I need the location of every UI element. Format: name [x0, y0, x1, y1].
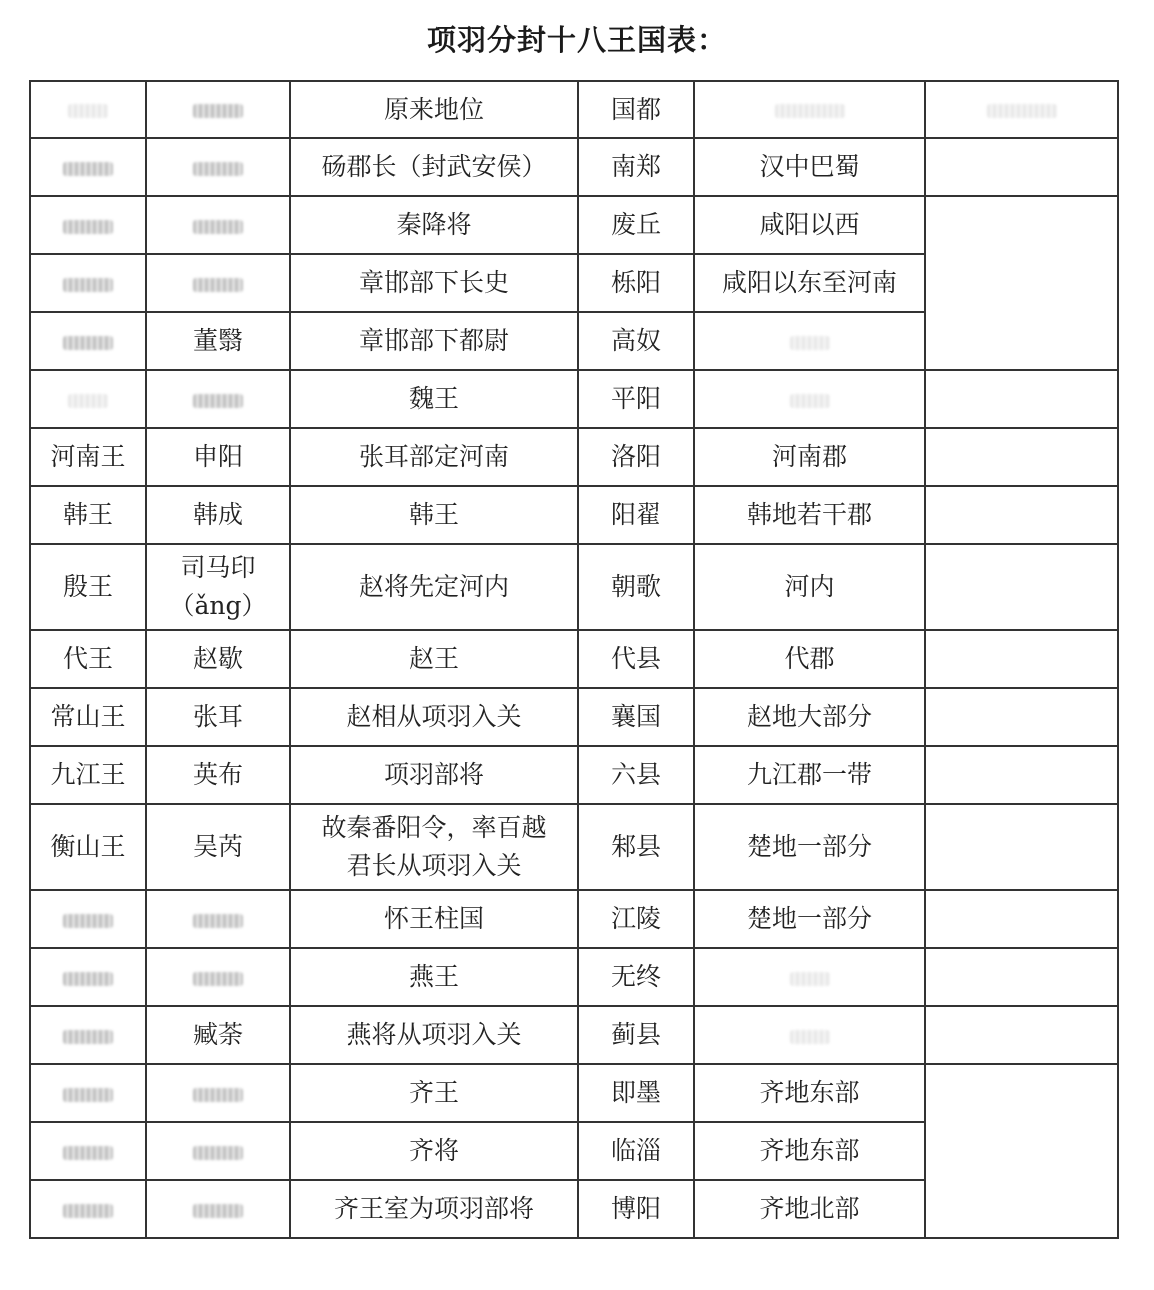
cell-capital: 代县 — [578, 630, 694, 688]
table-row — [30, 1006, 1118, 1064]
cell-king: 河南王 — [30, 428, 146, 486]
blurred-text — [193, 162, 243, 176]
cell-capital: 即墨 — [578, 1064, 694, 1122]
blurred-text — [987, 104, 1057, 118]
cell-territory: 咸阳以西 — [694, 196, 925, 254]
cell-capital: 无终 — [578, 948, 694, 1006]
cell-orig-position: 项羽部将 — [290, 746, 578, 804]
blurred-text — [193, 972, 243, 986]
cell-capital: 平阳 — [578, 370, 694, 428]
cell-capital: 邾县 — [578, 804, 694, 890]
cell-territory — [694, 370, 925, 428]
cell-territory: 楚地一部分 — [694, 890, 925, 948]
cell-king — [30, 1064, 146, 1122]
cell-name — [146, 138, 290, 196]
cell-territory: 河内 — [694, 544, 925, 630]
table-row — [30, 1064, 1118, 1122]
cell-king — [30, 1122, 146, 1180]
blurred-text — [63, 914, 113, 928]
blurred-text — [790, 336, 830, 350]
cell-orig-position: 章邯部下都尉 — [290, 312, 578, 370]
cell-territory: 齐地北部 — [694, 1180, 925, 1238]
cell-orig-position: 齐将 — [290, 1122, 578, 1180]
blurred-text — [193, 1088, 243, 1102]
blurred-text — [63, 1204, 113, 1218]
blurred-text — [193, 220, 243, 234]
cell-capital: 襄国 — [578, 688, 694, 746]
cell-king — [30, 1006, 146, 1064]
cell-orig-position: 张耳部定河南 — [290, 428, 578, 486]
cell-capital: 临淄 — [578, 1122, 694, 1180]
cell-blank-merged — [925, 1064, 1118, 1238]
table-row — [30, 544, 1118, 630]
cell-name: 吴芮 — [146, 804, 290, 890]
blurred-text — [193, 394, 243, 408]
cell-name-pinyin: （ǎng） — [169, 591, 267, 620]
cell-king — [30, 1180, 146, 1238]
cell-king — [30, 370, 146, 428]
cell-orig-position: 秦降将 — [290, 196, 578, 254]
cell-blank — [925, 428, 1118, 486]
cell-king: 代王 — [30, 630, 146, 688]
cell-territory: 楚地一部分 — [694, 804, 925, 890]
blurred-text — [790, 394, 830, 408]
cell-name — [146, 1180, 290, 1238]
blurred-text — [790, 972, 830, 986]
table-row — [30, 428, 1118, 486]
kings-table — [29, 80, 1119, 1239]
cell-territory: 九江郡一带 — [694, 746, 925, 804]
table-row — [30, 890, 1118, 948]
blurred-text — [63, 1030, 113, 1044]
cell-capital: 废丘 — [578, 196, 694, 254]
cell-name — [146, 890, 290, 948]
cell-name: 董翳 — [146, 312, 290, 370]
table-row — [30, 948, 1118, 1006]
cell-king: 常山王 — [30, 688, 146, 746]
cell-king — [30, 312, 146, 370]
cell-territory — [694, 948, 925, 1006]
cell-name: 英布 — [146, 746, 290, 804]
cell-blank — [925, 370, 1118, 428]
cell-name: 赵歇 — [146, 630, 290, 688]
cell-capital: 栎阳 — [578, 254, 694, 312]
cell-blank — [925, 544, 1118, 630]
cell-orig-position — [290, 804, 578, 890]
header-cell-king — [30, 81, 146, 138]
table-row — [30, 138, 1118, 196]
cell-king: 韩王 — [30, 486, 146, 544]
cell-orig-position: 燕将从项羽入关 — [290, 1006, 578, 1064]
cell-territory: 咸阳以东至河南 — [694, 254, 925, 312]
cell-territory: 韩地若干郡 — [694, 486, 925, 544]
cell-blank — [925, 138, 1118, 196]
blurred-text — [63, 972, 113, 986]
blurred-text — [63, 1088, 113, 1102]
cell-name — [146, 370, 290, 428]
cell-king — [30, 890, 146, 948]
blurred-text — [193, 104, 243, 118]
cell-orig-position: 赵王 — [290, 630, 578, 688]
cell-capital: 阳翟 — [578, 486, 694, 544]
cell-name-text: 司马印 — [180, 553, 256, 582]
blurred-text — [63, 336, 113, 350]
blurred-text — [193, 914, 243, 928]
table-row — [30, 370, 1118, 428]
cell-territory: 齐地东部 — [694, 1122, 925, 1180]
cell-name — [146, 1064, 290, 1122]
cell-name: 臧荼 — [146, 1006, 290, 1064]
cell-name: 张耳 — [146, 688, 290, 746]
cell-king: 九江王 — [30, 746, 146, 804]
blurred-text — [68, 394, 108, 408]
cell-king — [30, 138, 146, 196]
cell-name — [146, 1122, 290, 1180]
cell-orig-position: 韩王 — [290, 486, 578, 544]
blurred-text — [790, 1030, 830, 1044]
page-title: 项羽分封十八王国表： — [426, 23, 727, 57]
cell-capital: 博阳 — [578, 1180, 694, 1238]
cell-territory — [694, 1006, 925, 1064]
header-cell-territory — [694, 81, 925, 138]
cell-blank — [925, 804, 1118, 890]
cell-orig-line2: 君长从项羽入关 — [346, 851, 522, 880]
cell-orig-position: 魏王 — [290, 370, 578, 428]
blurred-text — [193, 1146, 243, 1160]
cell-king — [30, 196, 146, 254]
cell-name — [146, 196, 290, 254]
cell-orig-position: 燕王 — [290, 948, 578, 1006]
cell-blank — [925, 486, 1118, 544]
table-row — [30, 486, 1118, 544]
blurred-text — [193, 278, 243, 292]
header-cell-blank — [925, 81, 1118, 138]
header-cell-capital: 国都 — [578, 81, 694, 138]
cell-capital: 江陵 — [578, 890, 694, 948]
cell-territory: 赵地大部分 — [694, 688, 925, 746]
table-row — [30, 804, 1118, 890]
cell-blank — [925, 688, 1118, 746]
cell-blank — [925, 890, 1118, 948]
table-row — [30, 196, 1118, 254]
table-row — [30, 630, 1118, 688]
header-cell-name — [146, 81, 290, 138]
cell-orig-position: 齐王室为项羽部将 — [290, 1180, 578, 1238]
cell-name: 申阳 — [146, 428, 290, 486]
cell-capital: 蓟县 — [578, 1006, 694, 1064]
cell-capital: 六县 — [578, 746, 694, 804]
cell-territory: 代郡 — [694, 630, 925, 688]
cell-orig-position: 章邯部下长史 — [290, 254, 578, 312]
cell-capital: 洛阳 — [578, 428, 694, 486]
blurred-text — [63, 162, 113, 176]
cell-blank-merged — [925, 196, 1118, 370]
table-header-row — [30, 81, 1118, 138]
table-row — [30, 746, 1118, 804]
cell-capital: 高奴 — [578, 312, 694, 370]
cell-orig-position: 砀郡长（封武安侯） — [290, 138, 578, 196]
cell-name — [146, 948, 290, 1006]
cell-king: 殷王 — [30, 544, 146, 630]
cell-territory: 汉中巴蜀 — [694, 138, 925, 196]
blurred-text — [775, 104, 845, 118]
blurred-text — [63, 278, 113, 292]
blurred-text — [63, 220, 113, 234]
cell-orig-line1: 故秦番阳令，率百越 — [321, 813, 547, 842]
cell-blank — [925, 948, 1118, 1006]
cell-blank — [925, 1006, 1118, 1064]
cell-capital: 朝歌 — [578, 544, 694, 630]
cell-territory — [694, 312, 925, 370]
cell-name: 韩成 — [146, 486, 290, 544]
cell-orig-position: 怀王柱国 — [290, 890, 578, 948]
header-cell-orig-position: 原来地位 — [290, 81, 578, 138]
cell-territory: 河南郡 — [694, 428, 925, 486]
cell-blank — [925, 746, 1118, 804]
cell-capital: 南郑 — [578, 138, 694, 196]
cell-king — [30, 254, 146, 312]
cell-territory: 齐地东部 — [694, 1064, 925, 1122]
blurred-text — [193, 1204, 243, 1218]
cell-name — [146, 544, 290, 630]
cell-king: 衡山王 — [30, 804, 146, 890]
cell-name — [146, 254, 290, 312]
cell-orig-position: 赵将先定河内 — [290, 544, 578, 630]
cell-orig-position: 齐王 — [290, 1064, 578, 1122]
cell-king — [30, 948, 146, 1006]
blurred-text — [68, 104, 108, 118]
table-row — [30, 688, 1118, 746]
blurred-text — [63, 1146, 113, 1160]
cell-orig-position: 赵相从项羽入关 — [290, 688, 578, 746]
cell-blank — [925, 630, 1118, 688]
